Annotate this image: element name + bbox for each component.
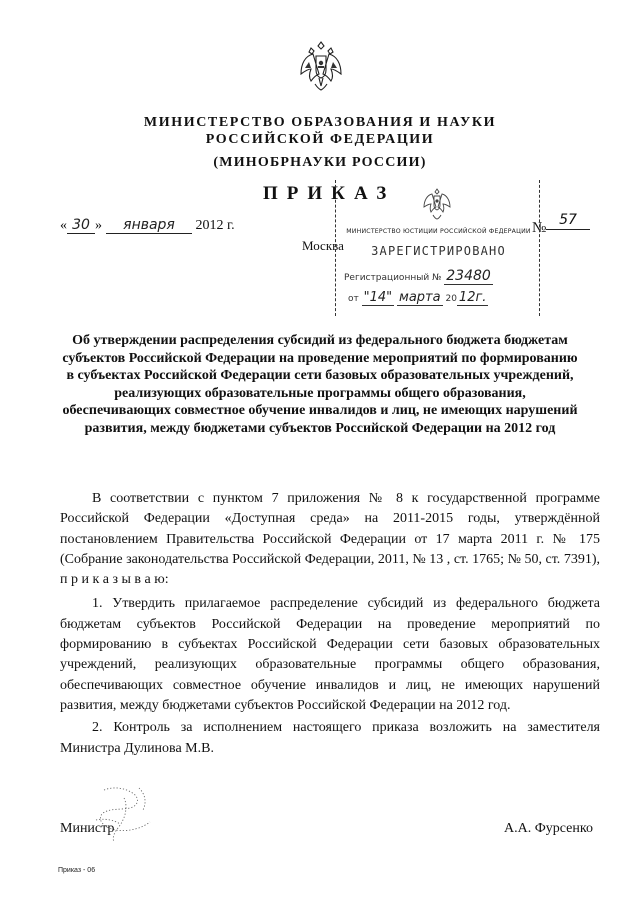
order-number-label: № bbox=[532, 220, 547, 236]
order-year: 2012 г. bbox=[195, 218, 235, 233]
date-quote-close: » bbox=[95, 218, 102, 233]
stamp-date-year-suffix: 12г. bbox=[458, 290, 487, 305]
stamp-date-year: 20 bbox=[445, 294, 457, 304]
body-paragraph-item2: 2. Контроль за исполнением настоящего приказа возложить на заместителя Министра Дулинова М.В. bbox=[60, 720, 600, 756]
stamp-eagle-icon bbox=[422, 186, 452, 222]
stamp-date-day: "14" bbox=[363, 290, 393, 305]
handwritten-signature bbox=[84, 780, 174, 850]
stamp-reg-label: Регистрационный № bbox=[344, 273, 442, 283]
registration-stamp bbox=[335, 180, 540, 316]
stamp-registration-date bbox=[348, 290, 488, 305]
body-paragraph-preamble: В соответствии с пунктом 7 приложения № 8 к государственной программе Российской Федерации «Доступная среда» на 2011-2015 годы, утверждённой постановлением Правительства Российской Федерации от 17 марта 2011 г. № 175 (Собрание законодательства Российской Федерации, 2011, № 13 , ст. 1765; № 50, ст. 7391), п р и к а з ы в а ю: bbox=[60, 491, 600, 588]
order-month: января bbox=[106, 217, 192, 234]
order-title: Об утверждении распределения субсидий из федерального бюджета бюджетам субъектов Российской Федерации на проведение мероприятий по формированию в субъектах Российской Федерации сети базовых образовательных учреждений, реализующих образовательные программы общего образования, обеспечивающих совместное обучение инвалидов и лиц, не имеющих нарушений развития, между бюджетами субъектов Российской Федерации на 2012 год bbox=[62, 333, 578, 436]
date-quote-open: « bbox=[60, 218, 67, 233]
stamp-date-prefix: от bbox=[348, 294, 359, 304]
signatory-name: А.А. Фурсенко bbox=[504, 821, 593, 836]
form-code: Приказ - 06 bbox=[58, 867, 96, 874]
signatory-position: Министр bbox=[60, 821, 115, 836]
stamp-department: МИНИСТЕРСТВО ЮСТИЦИИ РОССИЙСКОЙ ФЕДЕРАЦИИ bbox=[346, 228, 531, 235]
ministry-name-line2: РОССИЙСКОЙ ФЕДЕРАЦИИ bbox=[205, 132, 435, 147]
stamp-status: ЗАРЕГИСТРИРОВАНО bbox=[371, 244, 506, 258]
document-type-heading: ПРИКАЗ bbox=[263, 183, 396, 204]
order-date bbox=[60, 217, 235, 234]
stamp-registration-number bbox=[344, 268, 493, 284]
stamp-reg-number: 23480 bbox=[446, 268, 491, 284]
body-paragraph-item1: 1. Утвердить прилагаемое распределение субсидий из федерального бюджета бюджетам субъектов Российской Федерации на проведение мероприятий по формированию в субъектах Российской Федерации сети базовых образовательных учреждений, реализующих образовательные программы общего образования, обеспечивающих совместное обучение инвалидов и лиц, не имеющих нарушений развития, между бюджетами субъектов Российской Федерации на 2012 год. bbox=[60, 596, 600, 713]
order-city: Москва bbox=[302, 238, 344, 253]
ministry-short-name: (МИНОБРНАУКИ РОССИИ) bbox=[213, 155, 427, 170]
stamp-date-month: марта bbox=[399, 290, 441, 305]
order-day: 30 bbox=[67, 217, 95, 234]
ministry-name-line1: МИНИСТЕРСТВО ОБРАЗОВАНИЯ И НАУКИ bbox=[143, 115, 497, 130]
coat-of-arms-icon bbox=[297, 38, 345, 94]
order-number: 57 bbox=[546, 212, 590, 230]
order-body bbox=[60, 489, 600, 759]
